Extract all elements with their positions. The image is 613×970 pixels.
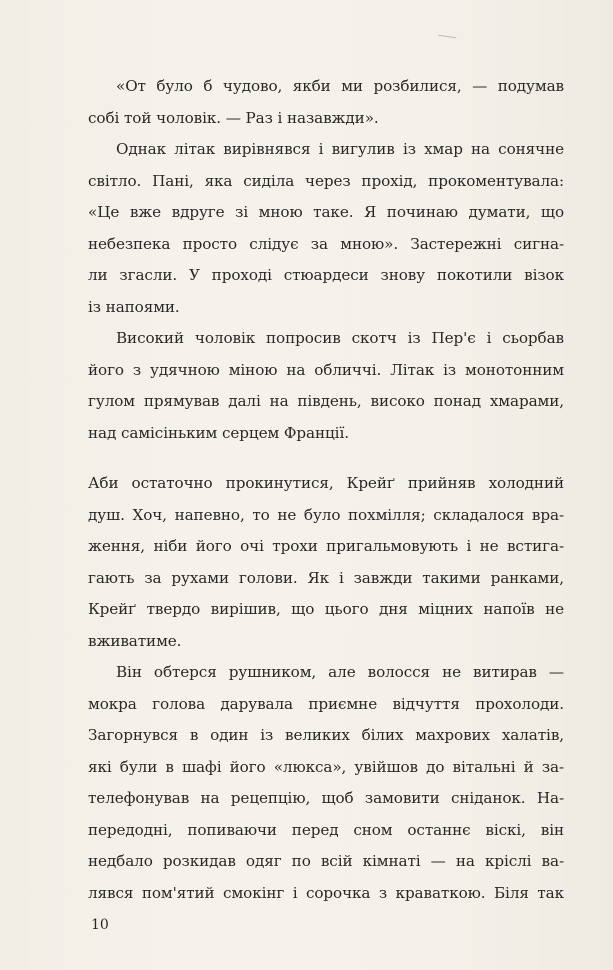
text-line: над самісіньким серцем Франції. <box>88 423 349 442</box>
text-section-2 <box>88 468 564 909</box>
text-line: ження, ніби його очі трохи пригальмовують і не встига- <box>88 537 564 555</box>
print-mark <box>438 35 456 41</box>
text-line: «От було б чудово, якби ми розбилися, — подумав <box>116 77 564 95</box>
text-section-1 <box>88 71 564 449</box>
text-line: мокра голова дарувала приємне відчуття прохолоди. <box>88 694 564 713</box>
text-line: із напоями. <box>88 297 180 316</box>
text-line: небезпека просто слідує за мною». Застережні сигна- <box>88 234 564 253</box>
text-line: його з удячною міною на обличчі. Літак із монотонним <box>88 360 564 379</box>
text-line: «Це вже вдруге зі мною таке. Я починаю думати, що <box>88 203 564 221</box>
text-line: гають за рухами голови. Як і завжди такими ранками, <box>88 568 564 587</box>
text-line: передодні, попиваючи перед сном останнє віскі, він <box>88 820 564 839</box>
text-line: світло. Пані, яка сиділа через прохід, прокоментувала: <box>88 171 564 190</box>
text-line: Аби остаточно прокинутися, Крейґ прийняв холодний <box>88 474 564 492</box>
text-line: собі той чоловік. — Раз і назавжди». <box>88 108 379 127</box>
text-line: Крейґ твердо вирішив, що цього дня міцних напоїв не <box>88 600 564 618</box>
text-line: вживатиме. <box>88 631 182 650</box>
text-line: душ. Хоч, напевно, то не було похмілля; складалося вра- <box>88 505 564 524</box>
text-line: Він обтерся рушником, але волосся не витирав — <box>116 663 564 681</box>
text-line: ли згасли. У проході стюардеси знову покотили візок <box>88 266 564 284</box>
text-line: недбало розкидав одяг по всій кімнаті — на кріслі ва- <box>88 852 564 870</box>
text-line: Однак літак вирівнявся і вигулив із хмар на сонячне <box>116 140 564 158</box>
text-line: лявся пом'ятий смокінг і сорочка з краваткою. Біля так <box>88 883 564 902</box>
page-number: 10 <box>91 917 109 933</box>
text-line: гулом прямував далі на південь, високо понад хмарами, <box>88 392 564 410</box>
text-line: Високий чоловік попросив скотч із Пер'є і сьорбав <box>116 329 564 347</box>
text-line: телефонував на рецепцію, щоб замовити сніданок. На- <box>88 789 564 807</box>
text-line: Загорнувся в один із великих білих махрових халатів, <box>88 726 564 744</box>
text-line: які були в шафі його «люкса», увійшов до вітальні й за- <box>88 757 564 776</box>
